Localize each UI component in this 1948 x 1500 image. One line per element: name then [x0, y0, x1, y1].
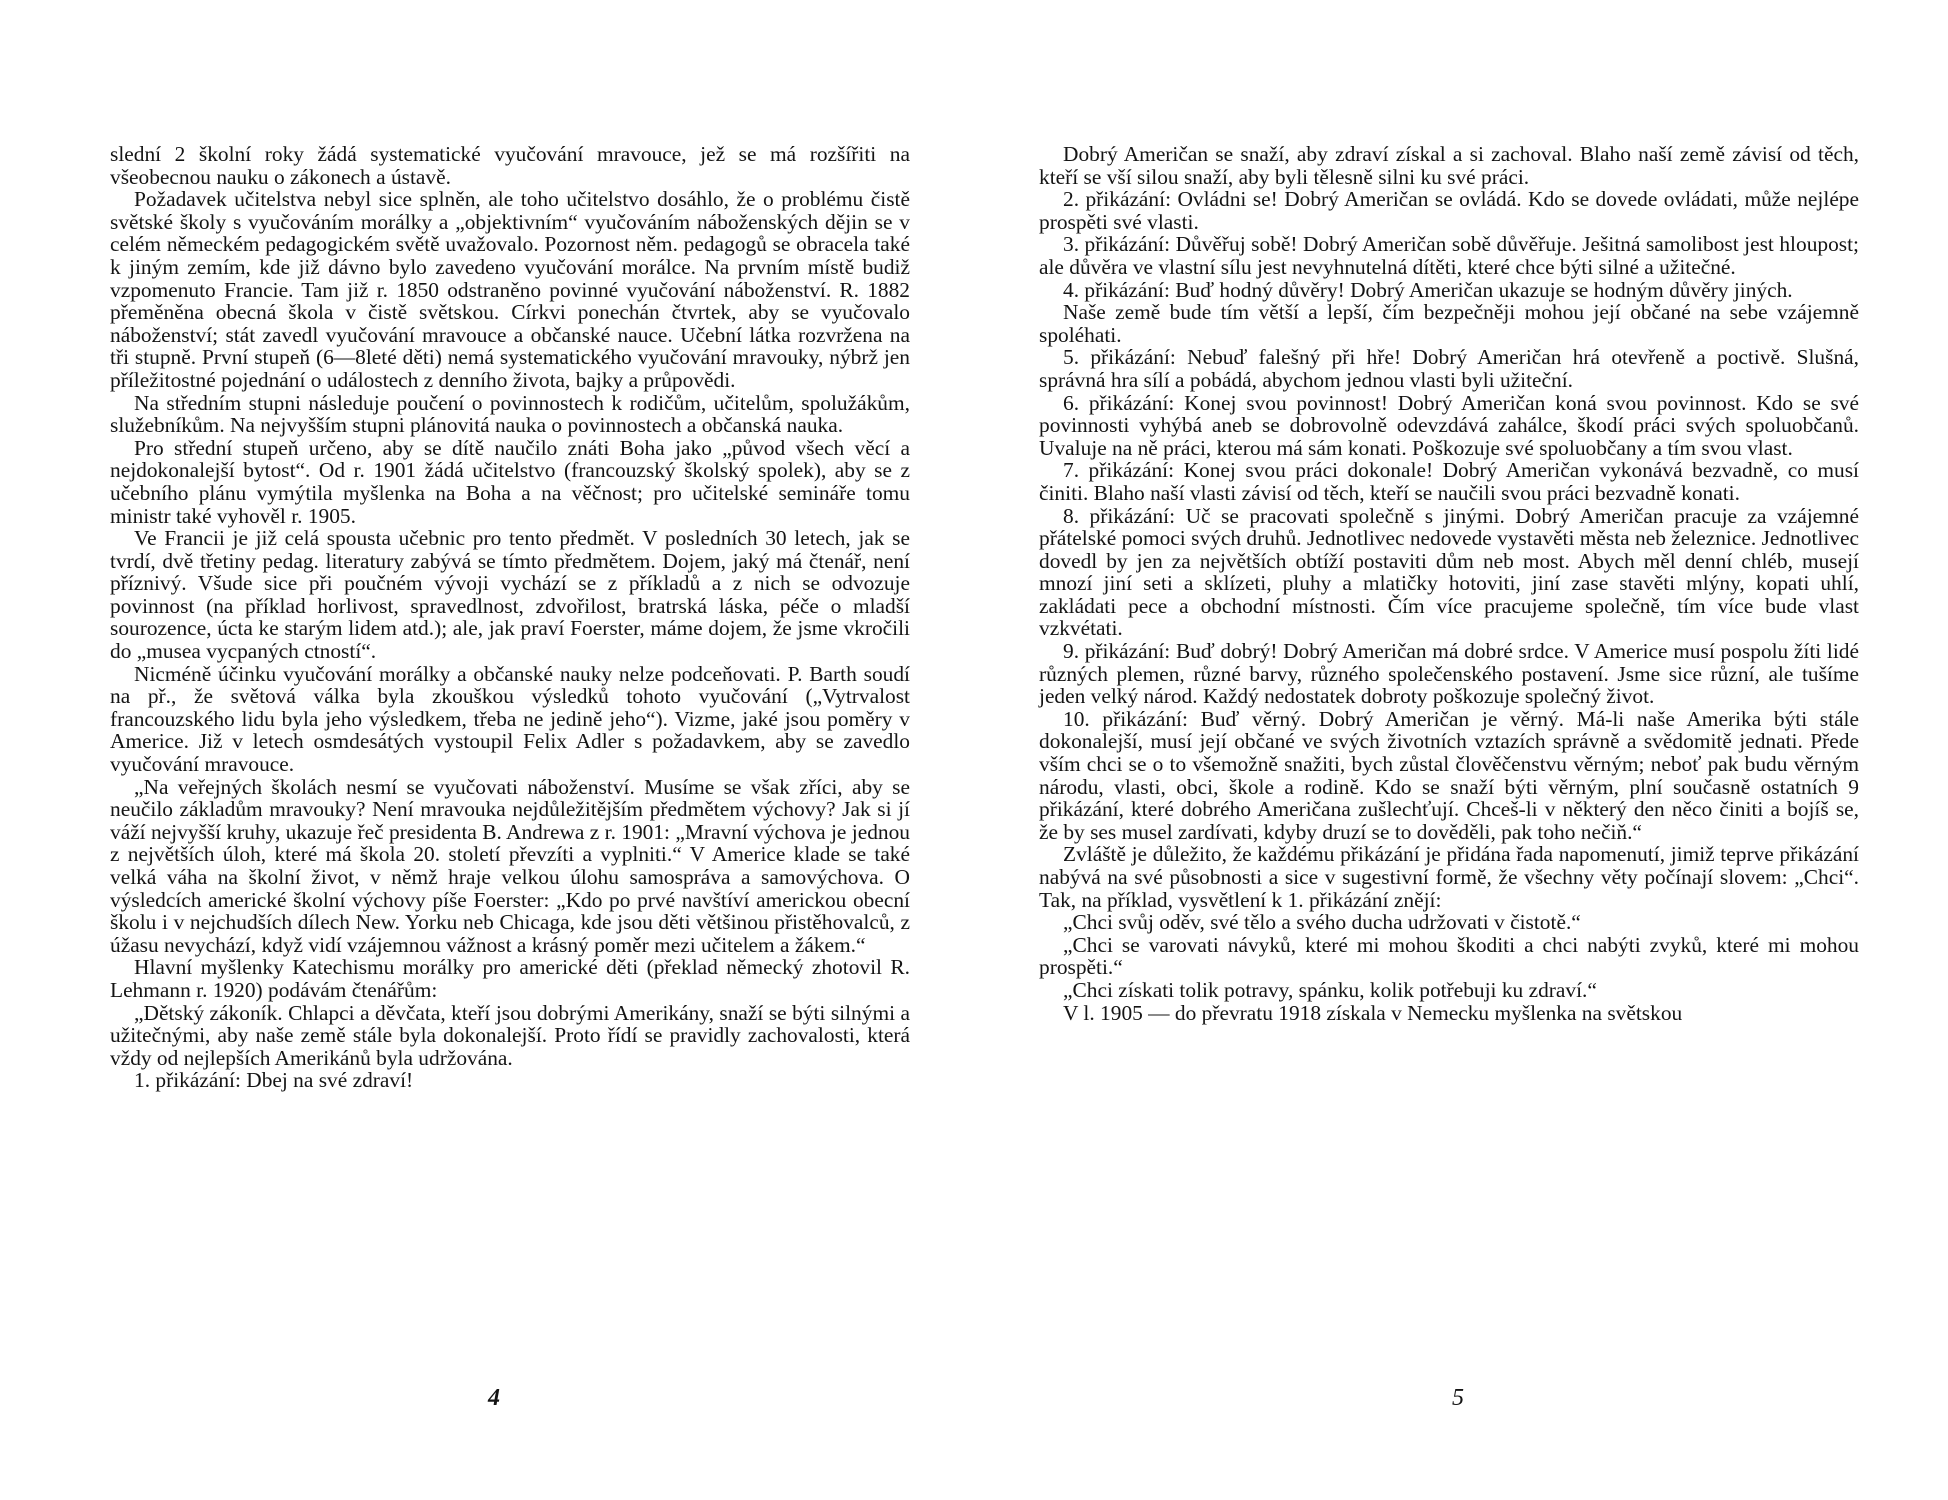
- page-number: 4: [488, 1385, 500, 1411]
- paragraph: V l. 1905 — do převratu 1918 získala v Nemecku myšlenka na světskou: [1063, 1000, 1683, 1025]
- paragraph: Pro střední stupeň určeno, aby se dítě naučilo znáti Boha jako „původ všech věcí a nejdokonalejší bytost“. Od r. 1901 žádá učitelstvo (francouzský školský spolek), aby se z učebního plánu vymýtila myšlenka na Boha a na věčnost; pro učitelské semináře tomu ministr také vyhověl r. 1905.: [110, 435, 910, 528]
- paragraph: Hlavní myšlenky Katechismu morálky pro americké děti (překlad německý zhotovil R. Lehmann r. 1920) podávám čtenářům:: [110, 955, 910, 1002]
- paragraph: 3. přikázání: Důvěřuj sobě! Dobrý Američan sobě důvěřuje. Ješitná samolibost jest hloupost; ale důvěra ve vlastní sílu jest nevyhnutelná dítěti, které chce býti silné a užitečné.: [1039, 232, 1859, 279]
- paragraph: 2. přikázání: Ovládni se! Dobrý Američan se ovládá. Kdo se dovede ovládati, může nejlépe prospěti své vlasti.: [1039, 187, 1859, 234]
- page-number: 5: [1452, 1385, 1464, 1411]
- paragraph: 4. přikázání: Buď hodný důvěry! Dobrý Američan ukazuje se hodným důvěry jiných.: [1063, 277, 1793, 302]
- paragraph: Naše země bude tím větší a lepší, čím bezpečněji mohou její občané na sebe vzájemně spoléhati.: [1039, 300, 1859, 347]
- paragraph: 7. přikázání: Konej svou práci dokonale! Dobrý Američan vykonává bezvadně, co musí činiti. Blaho naší vlasti závisí od těch, kteří se naučili svou práci bezvadně konati.: [1039, 458, 1859, 505]
- left-page-text: [110, 143, 910, 1092]
- paragraph: Dobrý Američan se snaží, aby zdraví získal a si zachoval. Blaho naší země závisí od těch, kteří se vší silou snaží, aby byli tělesně silni ku své práci.: [1039, 142, 1859, 189]
- paragraph: Na středním stupni následuje poučení o povinnostech k rodičům, učitelům, spolužákům, služebníkům. Na nejvyšším stupni plánovitá nauka o povinnostech a občanská nauka.: [110, 390, 910, 438]
- paragraph: 10. přikázání: Buď věrný. Dobrý Američan je věrný. Má-li naše Amerika býti stále dokonalejší, musí její občané ve svých životních vztazích správně a svědomitě jednati. Přede vším chci se o to všemožně snažiti, bych zůstal člověčenstvu věrným; neboť pak budu věrným národu, vlasti, obci, škole a rodině. Kdo se snaží býti věrným, plní současně ostatních 9 přikázání, které dobrého Američana zušlechťují. Chceš-li v některý den něco činiti a bojíš se, že by ses musel zardívati, kdyby druzí se to dověděli, pak toho nečiň.“: [1039, 706, 1859, 844]
- paragraph: Zvláště je důležito, že každému přikázání je přidána řada napomenutí, jimiž teprve přikázání nabývá na své působnosti a sice v sugestivní formě, že všechny věty počínají slovem: „Chci“. Tak, na příklad, vysvětlení k 1. přikázání znějí:: [1039, 842, 1859, 912]
- paragraph: 8. přikázání: Uč se pracovati společně s jinými. Dobrý Američan pracuje za vzájemné přátelské pomoci svých druhů. Jednotlivec nedovede vystavěti města neb železnice. Jednotlivec dovedl by jen za největších obtíží postaviti dům neb most. Abych měl denní chléb, musejí mnozí jiní seti a sklízeti, pluhy a mlatičky hotoviti, jiní zase stavěti mlýny, kopati uhlí, zakládati pece a obchodní místnosti. Čím více pracujeme společně, tím více bude vlast vzkvétati.: [1039, 503, 1859, 641]
- paragraph: „Na veřejných školách nesmí se vyučovati náboženství. Musíme se však zříci, aby se neučilo základům mravouky? Není mravouka nejdůležitějším předmětem výchovy? Jak si jí váží nejvyšší kruhy, ukazuje řeč presidenta B. Andrewa z r. 1901: „Mravní výchova je jednou z největších úloh, které má škola 20. století převzíti a vyplniti.“ V Americe klade se také velká váha na školní život, v němž hraje velkou úlohu samospráva a samovýchova. O výsledcích americké školní výchovy píše Foerster: „Kdo po prvé navštíví americkou obecní školu i v nejchudších dílech New. Yorku neb Chicaga, kde jsou děti většinou přistěhovalců, z úžasu nevychází, když vidí vzájemnou vážnost a krásný poměr mezi učitelem a žákem.“: [110, 774, 910, 957]
- right-page: [974, 0, 1948, 1500]
- paragraph: Nicméně účinku vyučování morálky a občanské nauky nelze podceňovati. P. Barth soudí na př., že světová válka byla zkouškou výsledků tohoto vyučování („Vytrvalost francouzského lidu byla jeho výsledkem, třeba ne jedině jeho“). Vizme, jaké jsou poměry v Americe. Již v letech osmdesátých vystoupil Felix Adler s požadavkem, aby se zavedlo vyučování mravouce.: [110, 661, 910, 777]
- paragraph: slední 2 školní roky žádá systematické vyučování mravouce, jež se má rozšířiti na všeobecnou nauku o zákonech a ústavě.: [110, 142, 910, 189]
- paragraph: 5. přikázání: Nebuď falešný při hře! Dobrý Američan hrá otevřeně a poctivě. Slušná, správná hra sílí a pobádá, abychom jednou vlasti byli užiteční.: [1039, 345, 1859, 392]
- paragraph: Ve Francii je již celá spousta učebnic pro tento předmět. V posledních 30 letech, jak se tvrdí, dvě třetiny pedag. literatury zabývá se tímto předmětem. Dojem, jaký má čtenář, není příznivý. Všude sice při poučném vývoji vychází se z příkladů a z nich se odvozuje povinnost (na příklad horlivost, spravedlnost, zdvořilost, bratrská láska, péče o mladší sourozence, úcta ke starým lidem atd.); ale, jak praví Foerster, máme dojem, že jsme vkročili do „musea vycpaných ctností“.: [110, 526, 910, 664]
- paragraph: „Chci se varovati návyků, které mi mohou škoditi a chci nabýti zvyků, které mi mohou prospěti.“: [1039, 932, 1859, 980]
- paragraph: Požadavek učitelstva nebyl sice splněn, ale toho učitelstvo dosáhlo, že o problému čistě světské školy s vyučováním morálky a „objektivním“ vyučováním náboženských dějin se v celém německém pedagogickém světě uvažovalo. Pozornost něm. pedagogů se obracela také k jiným zemím, kde již dávno bylo zavedeno vyučování morálce. Na prvním místě budiž vzpomenuto Francie. Tam již r. 1850 odstraněno povinné vyučování náboženství. R. 1882 přeměněna obecná škola v čistě světskou. Církvi ponechán čtvrtek, aby se vyučovalo náboženství; stát zavedl vyučování mravouce a občanské nauce. Učební látka rozvržena na tři stupně. První stupeň (6—8leté děti) nemá systematického vyučování mravouky, nýbrž jen příležitostné pojednání o událostech z denního života, bajky a průpovědi.: [110, 187, 910, 392]
- paragraph: 9. přikázání: Buď dobrý! Dobrý Američan má dobré srdce. V Americe musí pospolu žíti lidé různých plemen, různé barvy, různého společenského postavení. Jsme sice různí, ale tušíme jeden velký národ. Každý nedostatek dobroty poškozuje společný život.: [1039, 639, 1859, 709]
- paragraph: „Dětský zákoník. Chlapci a děvčata, kteří jsou dobrými Amerikány, snaží se býti silnými a užitečnými, aby naše země stále byla dokonalejší. Proto řídí se pravidly zachovalosti, která vždy od nejlepších Amerikánů byla udržována.: [110, 1000, 910, 1070]
- right-page-text: [1039, 143, 1859, 1024]
- paragraph: „Chci svůj oděv, své tělo a svého ducha udržovati v čistotě.“: [1063, 910, 1581, 935]
- paragraph: 6. přikázání: Konej svou povinnost! Dobrý Američan koná svou povinnost. Kdo se své povinnosti vyhýbá aneb se dobrovolně odevzdává zahálce, škodí práci svých spoluobčanů. Uvaluje na ně práci, kterou má sám konati. Poškozuje své spoluobčany a tím svou vlast.: [1039, 390, 1859, 460]
- paragraph: „Chci získati tolik potravy, spánku, kolik potřebuji ku zdraví.“: [1063, 977, 1597, 1002]
- paragraph: 1. přikázání: Dbej na své zdraví!: [134, 1068, 414, 1093]
